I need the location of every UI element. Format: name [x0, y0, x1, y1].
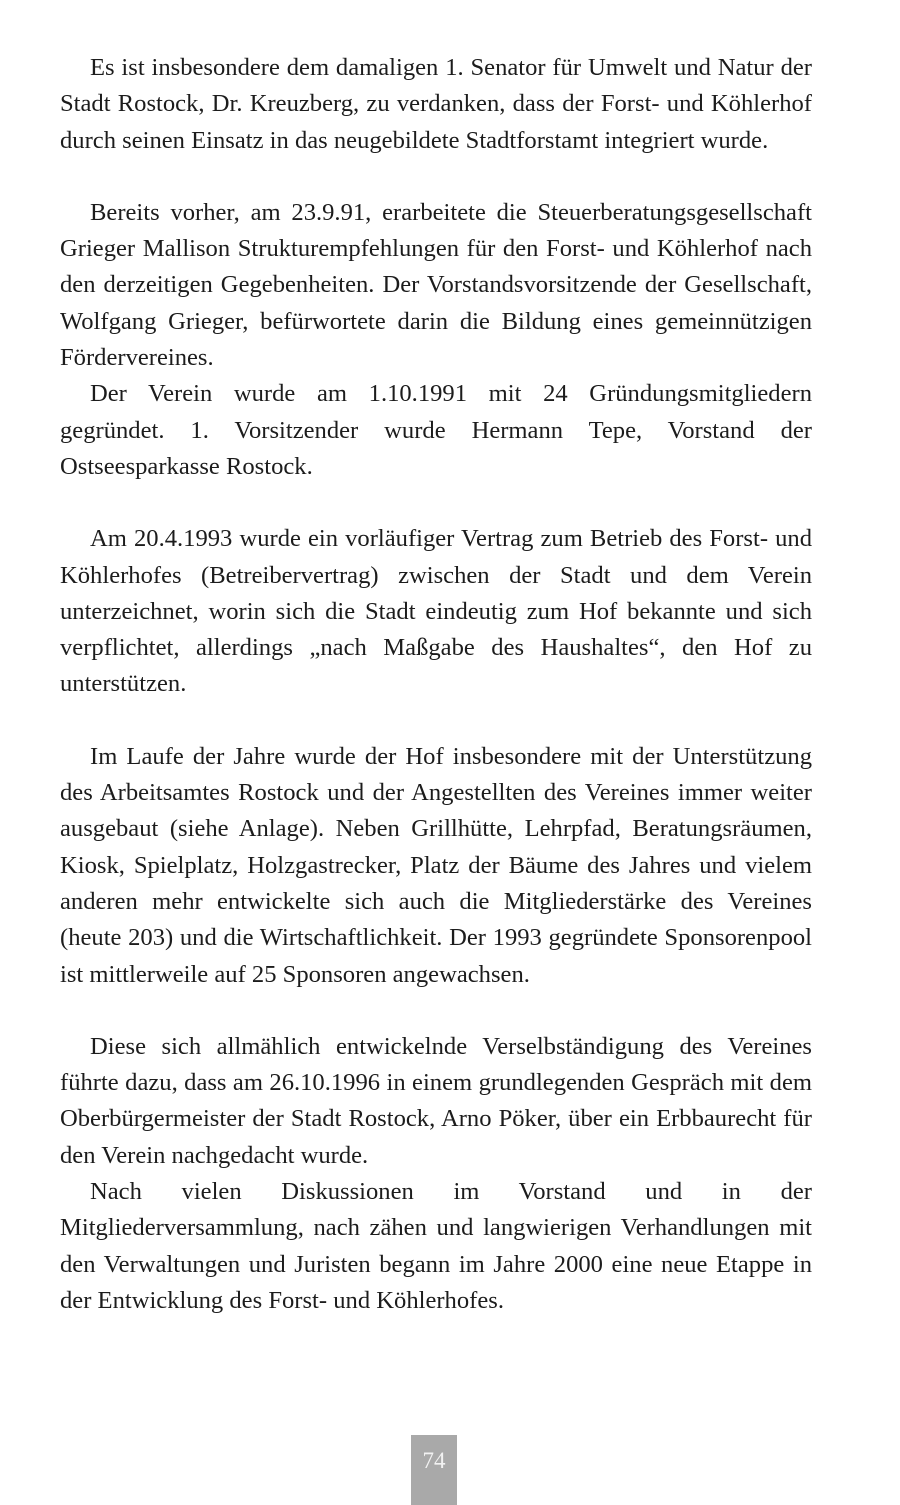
- page-body: [60, 50, 812, 1319]
- page-number: 74: [411, 1435, 457, 1505]
- paragraph-7: Nach vielen Diskussionen im Vorstand und in der Mitgliederversammlung, nach zähen und langwierigen Verhandlungen mit den Verwaltungen und Juristen begann im Jahre 2000 eine neue Etappe in der Entwicklung des Forst- und Köhlerhofes.: [60, 1178, 812, 1314]
- paragraph-3: Der Verein wurde am 1.10.1991 mit 24 Gründungsmitgliedern gegründet. 1. Vorsitzender wurde Hermann Tepe, Vorstand der Ostseesparkasse Rostock.: [60, 380, 812, 480]
- paragraph-4: Am 20.4.1993 wurde ein vorläufiger Vertrag zum Betrieb des Forst- und Köhlerhofes (Betreibervertrag) zwischen der Stadt und dem Verein unterzeichnet, worin sich die Stadt eindeutig zum Hof bekannte und sich verpflichtet, allerdings „nach Maßgabe des Haushaltes“, den Hof zu unterstützen.: [60, 525, 812, 698]
- paragraph-1: Es ist insbesondere dem damaligen 1. Senator für Umwelt und Natur der Stadt Rostock, Dr. Kreuzberg, zu verdanken, dass der Forst- und Köhlerhof durch seinen Einsatz in das neugebildete Stadtforstamt integriert wurde.: [60, 54, 812, 154]
- paragraph-5: Im Laufe der Jahre wurde der Hof insbesondere mit der Unterstützung des Arbeitsamtes Rostock und der Angestellten des Vereines immer weiter ausgebaut (siehe Anlage). Neben Grillhütte, Lehrpfad, Beratungsräumen, Kiosk, Spielplatz, Holzgastrecker, Platz der Bäume des Jahres und vielem anderen mehr entwickelte sich auch die Mitgliederstärke des Vereines (heute 203) und die Wirtschaftlichkeit. Der 1993 gegründete Sponsorenpool ist mittlerweile auf 25 Sponsoren angewachsen.: [60, 742, 812, 988]
- paragraph-2: Bereits vorher, am 23.9.91, erarbeitete die Steuerberatungsgesellschaft Grieger Mallison Strukturempfehlungen für den Forst- und Köhlerhof nach den derzeitigen Gegebenheiten. Der Vorstandsvorsitzende der Gesellschaft, Wolfgang Grieger, befürwortete darin die Bildung eines gemeinnützigen Fördervereines.: [60, 198, 812, 372]
- paragraph-6: Diese sich allmählich entwickelnde Verselbständigung des Vereines führte dazu, dass am 26.10.1996 in einem grundlegenden Gespräch mit dem Oberbürgermeister der Stadt Rostock, Arno Pöker, über ein Erbbaurecht für den Verein nachgedacht wurde.: [60, 1032, 812, 1169]
